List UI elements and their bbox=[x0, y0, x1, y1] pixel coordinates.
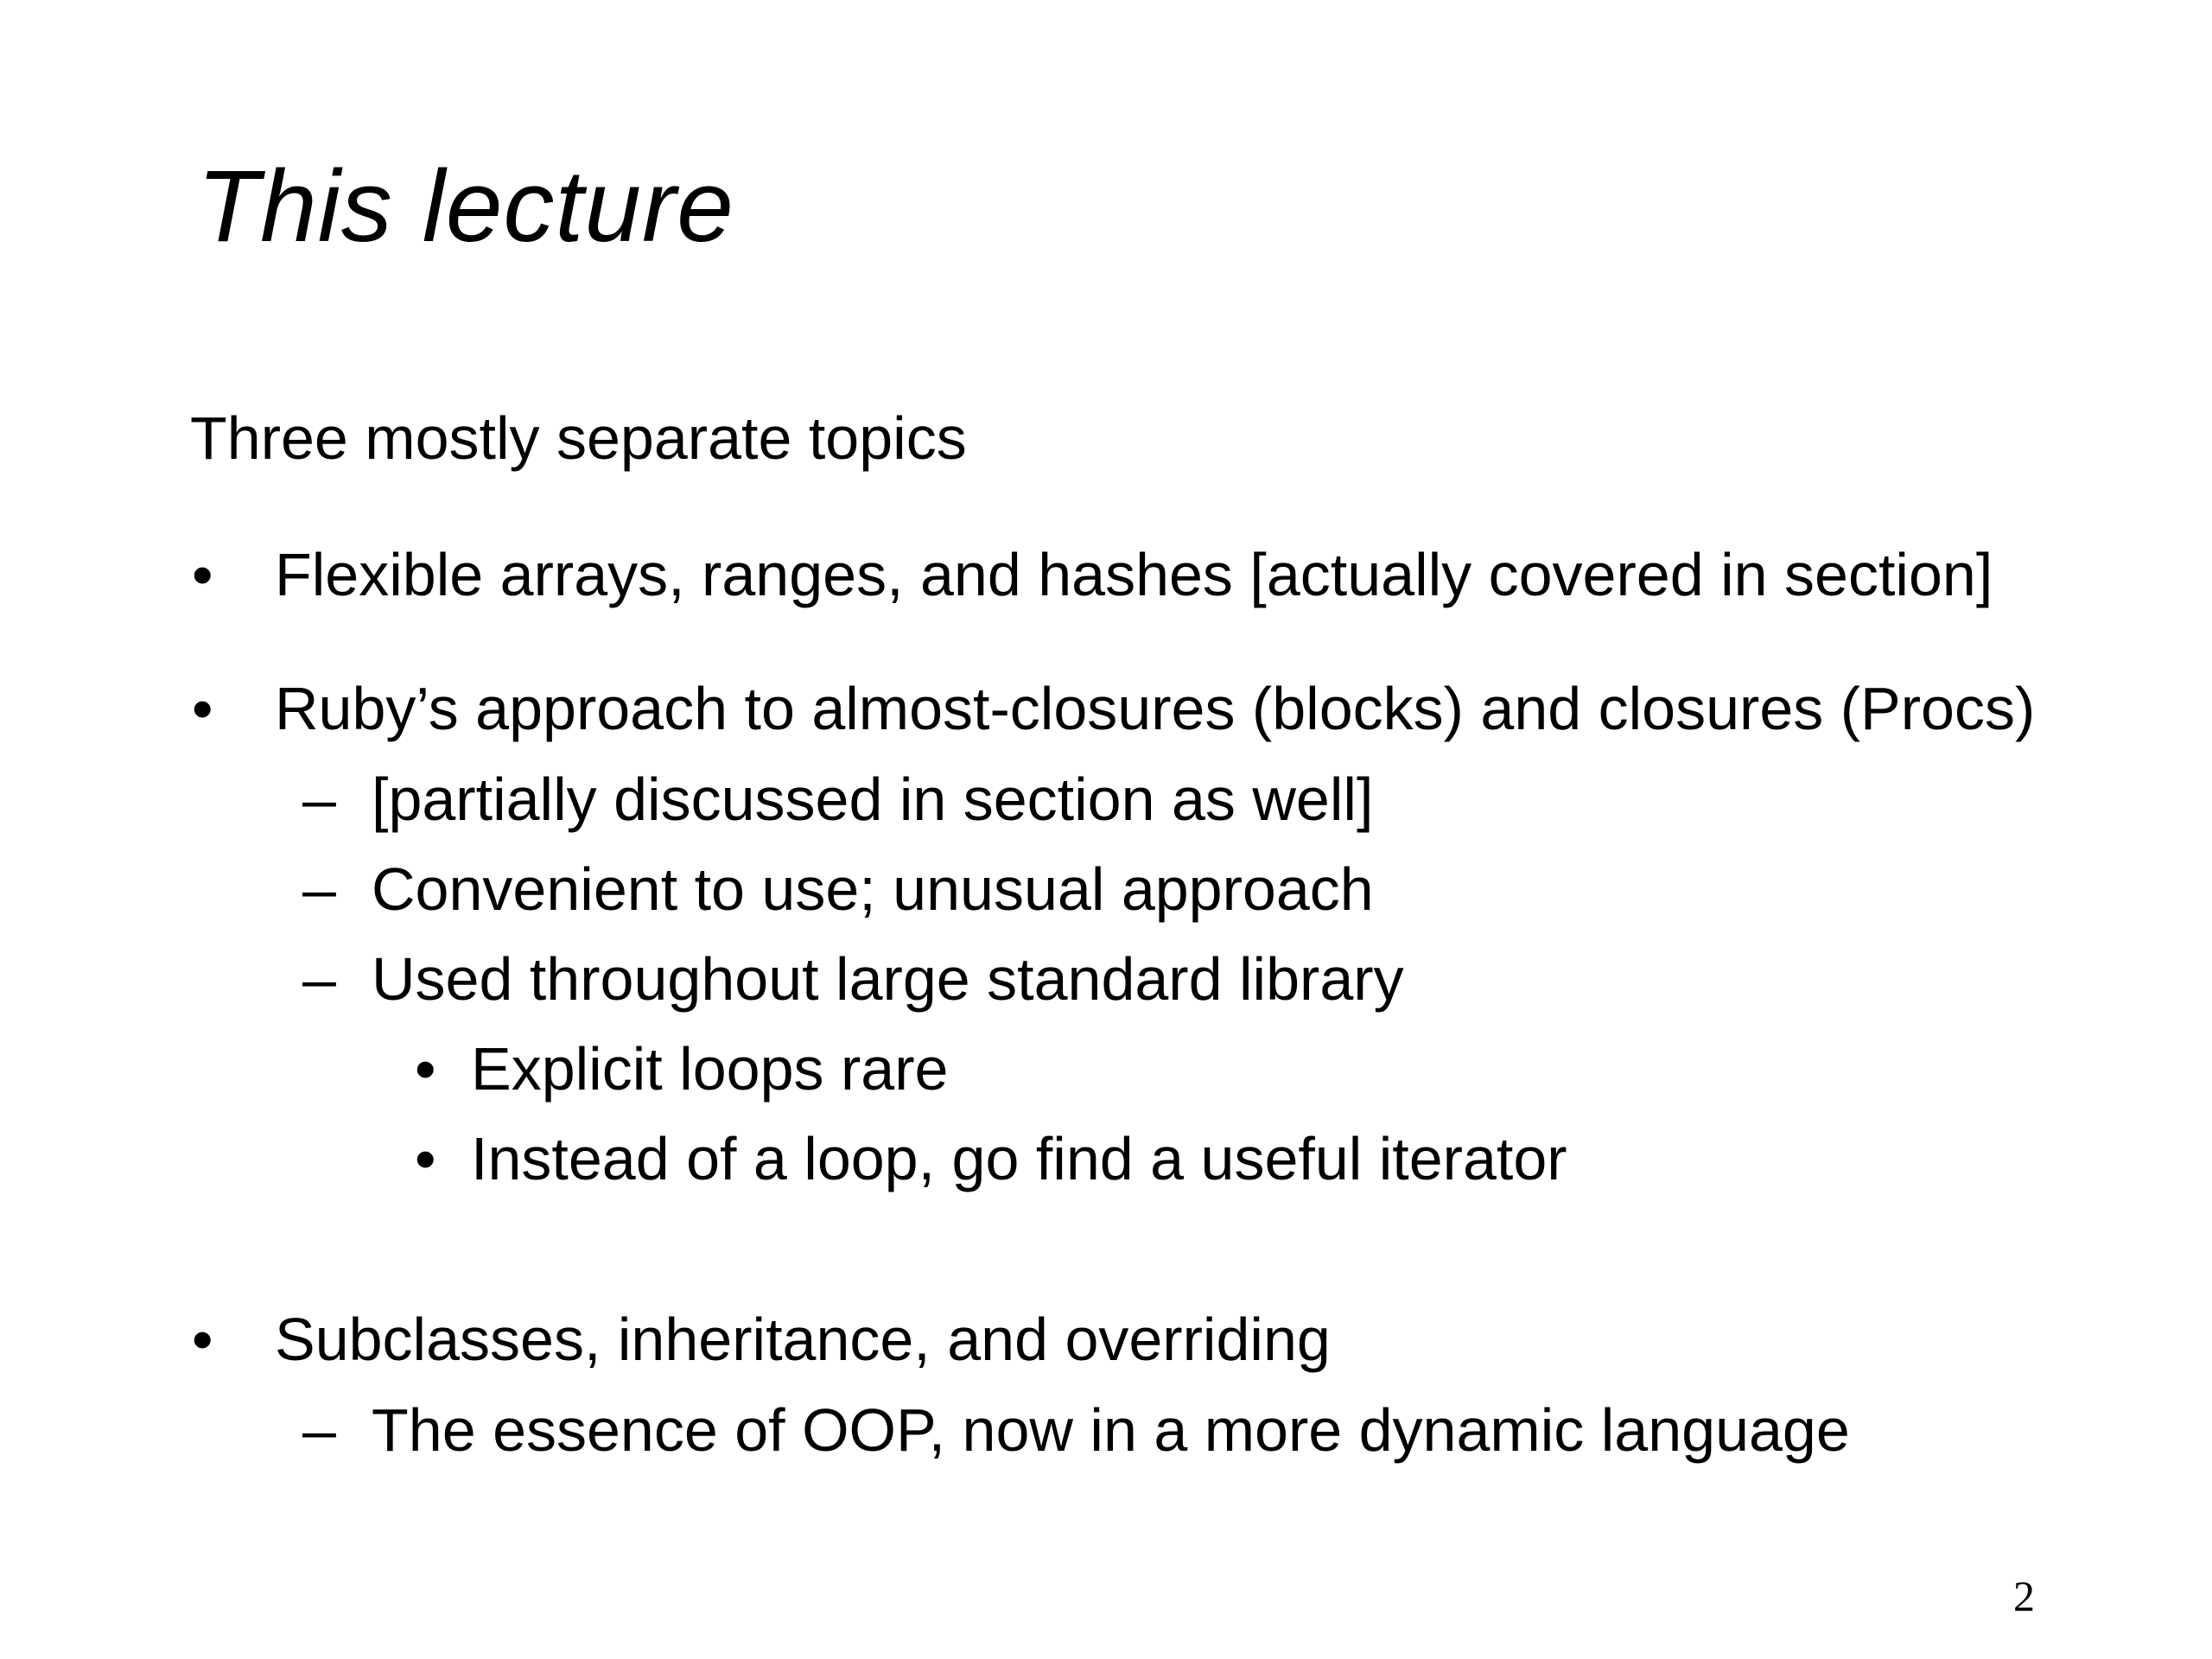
dash-marker: – bbox=[302, 1396, 336, 1464]
bullet-item-subclasses: Subclasses, inheritance, and overriding bbox=[275, 1306, 1331, 1373]
sub-item-convenient: Convenient to use; unusual approach bbox=[372, 855, 1374, 923]
bullet-item-arrays: Flexible arrays, ranges, and hashes [actually covered in section] bbox=[275, 541, 1993, 608]
sub-item-oop: The essence of OOP, now in a more dynamic language bbox=[372, 1396, 1850, 1464]
dash-marker: – bbox=[302, 855, 336, 923]
sub-sub-item-loops: Explicit loops rare bbox=[471, 1035, 949, 1103]
sub-item-section: [partially discussed in section as well] bbox=[372, 766, 1374, 833]
bullet-marker: • bbox=[192, 541, 213, 608]
bullet-item-closures: Ruby’s approach to almost-closures (blocks) and closures (Procs) bbox=[275, 675, 2036, 742]
bullet-marker: • bbox=[415, 1035, 436, 1103]
dash-marker: – bbox=[302, 766, 336, 833]
slide-title: This lecture bbox=[197, 149, 734, 264]
sub-sub-item-iterator: Instead of a loop, go find a useful iterator bbox=[471, 1125, 1567, 1192]
bullet-marker: • bbox=[415, 1125, 436, 1192]
sub-item-standard-library: Used throughout large standard library bbox=[372, 945, 1404, 1013]
intro-text: Three mostly separate topics bbox=[190, 404, 967, 472]
page-number: 2 bbox=[2013, 1572, 2035, 1620]
dash-marker: – bbox=[302, 945, 336, 1013]
bullet-marker: • bbox=[192, 675, 213, 742]
bullet-marker: • bbox=[192, 1306, 213, 1373]
